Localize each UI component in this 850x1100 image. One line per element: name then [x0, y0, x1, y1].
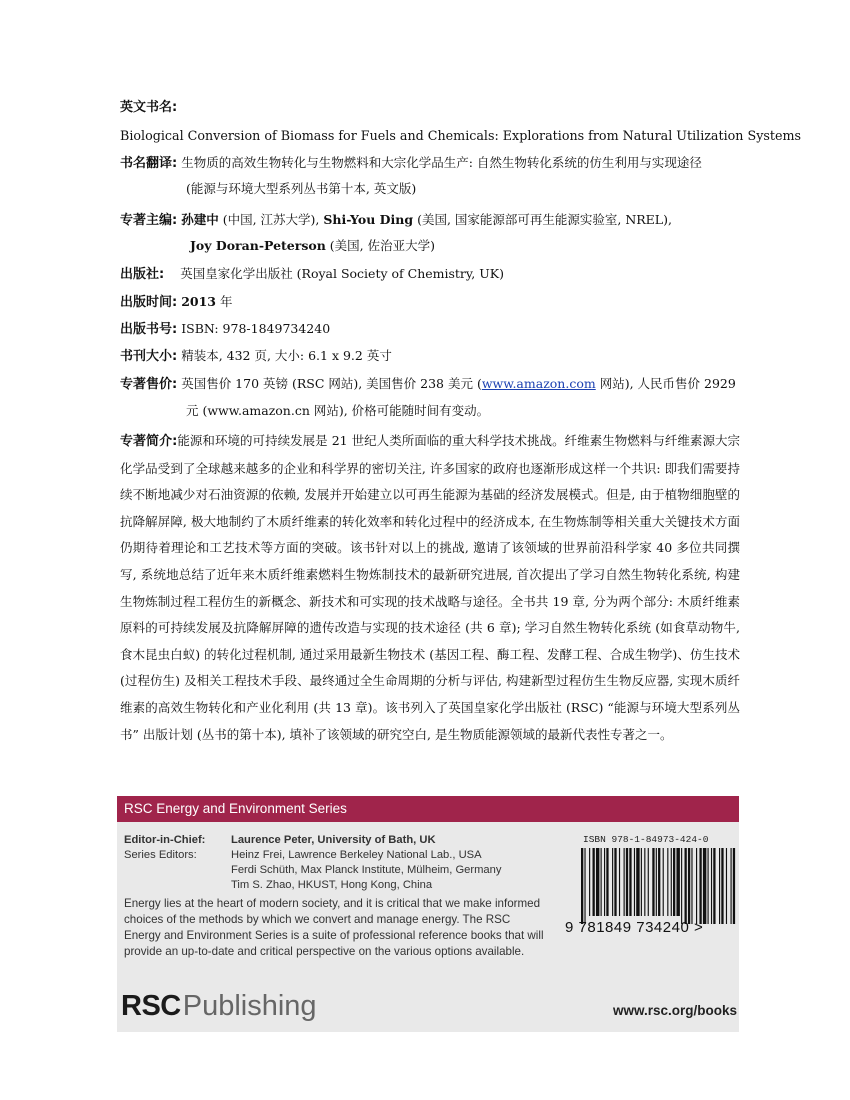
barcode-bar: [648, 848, 649, 916]
barcode-bar: [681, 848, 682, 924]
barcode-bar: [596, 848, 599, 916]
barcode-bar: [601, 848, 602, 916]
barcode-bar: [626, 848, 628, 916]
editor-1-name: 孙建中: [181, 212, 219, 227]
barcode-bar: [581, 848, 583, 924]
pubdate-label: 出版时间:: [120, 295, 178, 310]
barcode-bar: [708, 848, 709, 924]
publisher-row: [120, 266, 504, 283]
series-editor-2: Ferdi Schüth, Max Planck Institute, Mülheim, Germany: [231, 864, 502, 876]
barcode-bar: [667, 848, 668, 916]
publisher-label: 出版社:: [120, 267, 165, 282]
barcode-bar: [641, 848, 642, 916]
barcode-bar: [663, 848, 664, 916]
barcode-bar: [604, 848, 605, 916]
size-value: 精装本, 432 页, 大小: 6.1 x 9.2 英寸: [181, 348, 392, 363]
intro-text: 能源和环境的可持续发展是 21 世纪人类所面临的重大科学技术挑战。纤维素生物燃料与纤维素源大宗化学品受到了全球越来越多的企业和科学界的密切关注, 许多国家的政府也逐渐形成这样一个共识: 即我们需要持续不断地减少对石油资源的依赖, 发展并开始建立以可再生能源为基础的经济发展模式。但是, 由于植物细胞壁的抗降解屏障, 极大地制约了木质纤维素的转化效率和转化过程中的经济成本, 在生物炼制等相关重大关键技术方面仍期待着理论和工艺技术等方面的突破。该书针对以上的挑战, 邀请了该领域的世界前沿科学家 40 多位共同撰写, 系统地总结了近年来木质纤维素燃料生物炼制技术的最新研究进展, 首次提出了学习自然生物转化系统, 构建生物炼制过程工程仿生的新概念、新技术和可实现的技术战略与途径。全书共 19 章, 分为两个部分: 木质纤维素原料的可持续发展及抗降解屏障的遗传改造与实现的技术途径 (共 6 章); 学习自然生物转化系统 (如食草动物牛, 食木昆虫白蚁) 的转化过程机制, 通过采用最新生物技术 (基因工程、酶工程、发酵工程、合成生物学)、仿生技术 (过程仿生) 及相关工程技术手段、最终通过全生命周期的分析与评估, 构建新型过程仿生生物反应器, 实现木质纤维素的高效生物转化和产业化利用 (共 13 章)。该书列入了英国皇家化学出版社 (RSC) “能源与环境大型系列丛书” 出版计划 (丛书的第十本), 填补了该领域的研究空白, 是生物质能源领域的最新代表性专著之一。: [120, 433, 741, 742]
logo-publishing-text: Publishing: [182, 990, 317, 1022]
editor-2-name: Shi-You Ding: [323, 212, 414, 227]
barcode-bar: [726, 848, 727, 924]
series-blurb: Energy lies at the heart of modern society, and it is critical that we make informed choices of the methods by which we convert and manage energy. The RSC Energy and Environment Series is a suite of professional reference books that will provide an up-to-date and critical perspective on the various options available.: [124, 897, 544, 958]
barcode-bar: [656, 848, 657, 916]
editor-3-name: Joy Doran-Peterson: [190, 238, 326, 253]
editor-in-chief: Laurence Peter, University of Bath, UK: [231, 834, 436, 846]
editor-2-affiliation: (美国, 国家能源部可再生能源实验室, NREL),: [417, 212, 672, 227]
editor-1-affiliation: (中国, 江苏大学),: [222, 212, 320, 227]
editor-3-row: [190, 238, 435, 254]
barcode-bar: [731, 848, 732, 924]
series-editor-3: Tim S. Zhao, HKUST, Hong Kong, China: [231, 879, 433, 891]
english-title: Biological Conversion of Biomass for Fuels and Chemicals: Explorations from Natural Utilization Systems: [120, 128, 802, 143]
barcode-bar: [671, 848, 672, 916]
isbn-row: [120, 321, 330, 338]
pubdate-unit: 年: [219, 294, 233, 309]
logo-rsc-text: RSC: [121, 990, 181, 1022]
barcode-bar: [652, 848, 654, 916]
barcode-digits: 9 781849 734240 >: [565, 919, 704, 936]
pubdate-row: [120, 294, 232, 311]
barcode-bar: [584, 848, 585, 924]
publisher-value: 英国皇家化学出版社 (Royal Society of Chemistry, UK): [180, 266, 505, 281]
series-banner: [117, 796, 739, 822]
isbn-value: ISBN: 978-1849734240: [181, 321, 331, 336]
chinese-title: 生物质的高效生物转化与生物燃料和大宗化学品生产: 自然生物转化系统的仿生利用与实现途径: [181, 155, 702, 170]
editor-in-chief-label: Editor-in-Chief:: [124, 834, 206, 846]
size-label: 书刊大小:: [120, 349, 178, 364]
barcode-bar: [619, 848, 620, 916]
series-editor-1: Heinz Frei, Lawrence Berkeley National Lab., USA: [231, 849, 482, 861]
intro-label: 专著简介:: [120, 434, 178, 449]
barcode-bar: [624, 848, 625, 916]
series-title: RSC Energy and Environment Series: [124, 801, 347, 816]
series-editors-label: Series Editors:: [124, 849, 197, 861]
pubdate-year: 2013: [181, 294, 216, 309]
barcode-bar: [606, 848, 608, 916]
barcode-bar: [711, 848, 712, 924]
editors-row: [120, 212, 672, 229]
barcode-bar: [691, 848, 692, 924]
editor-3-affiliation: (美国, 佐治亚大学): [329, 238, 435, 253]
intro-paragraph: [120, 428, 740, 748]
barcode-bar: [593, 848, 595, 916]
chinese-title-series: (能源与环境大型系列丛书第十本, 英文版): [186, 181, 417, 196]
barcode-bar: [644, 848, 645, 916]
barcode-bar: [636, 848, 639, 916]
barcode-bar: [634, 848, 635, 916]
barcode-bar: [658, 848, 660, 916]
price-text-1: 英国售价 170 英镑 (RSC 网站), 美国售价 238 美元 (: [181, 376, 482, 391]
back-cover-image: [117, 796, 739, 1032]
barcode-bar: [688, 848, 690, 924]
price-row: [120, 376, 736, 393]
barcode-bar: [721, 848, 723, 924]
price-text-3: 元 (www.amazon.cn 网站), 价格可能随时间有变动。: [186, 403, 490, 418]
barcode-bar: [685, 848, 687, 924]
barcode-bar: [612, 848, 613, 916]
rsc-books-url: www.rsc.org/books: [612, 1003, 737, 1018]
barcode-bar: [629, 848, 631, 916]
isbn-label: 出版书号:: [120, 322, 178, 337]
barcode-bar: [699, 848, 701, 924]
english-title-label: 英文书名:: [120, 100, 178, 115]
barcode-bar: [719, 848, 720, 924]
barcode-isbn-label: ISBN 978-1-84973-424-0: [583, 834, 709, 845]
barcode-bar: [614, 848, 616, 916]
barcode-bar: [703, 848, 706, 924]
price-text-2: 网站), 人民币售价 2929: [595, 376, 736, 391]
barcode-bar: [676, 848, 679, 916]
barcode-bar: [696, 848, 697, 924]
amazon-link[interactable]: www.amazon.com: [481, 376, 596, 391]
barcode-bar: [589, 848, 590, 916]
barcode-bar: [673, 848, 675, 916]
barcode-bar: [733, 848, 735, 924]
price-label: 专著售价:: [120, 377, 178, 392]
chinese-title-row: [120, 155, 702, 172]
size-row: [120, 348, 392, 365]
chinese-title-label: 书名翻译:: [120, 156, 178, 171]
barcode-bar: [713, 848, 715, 924]
rsc-publishing-logo: [121, 990, 317, 1023]
editors-label: 专著主编:: [120, 213, 178, 228]
